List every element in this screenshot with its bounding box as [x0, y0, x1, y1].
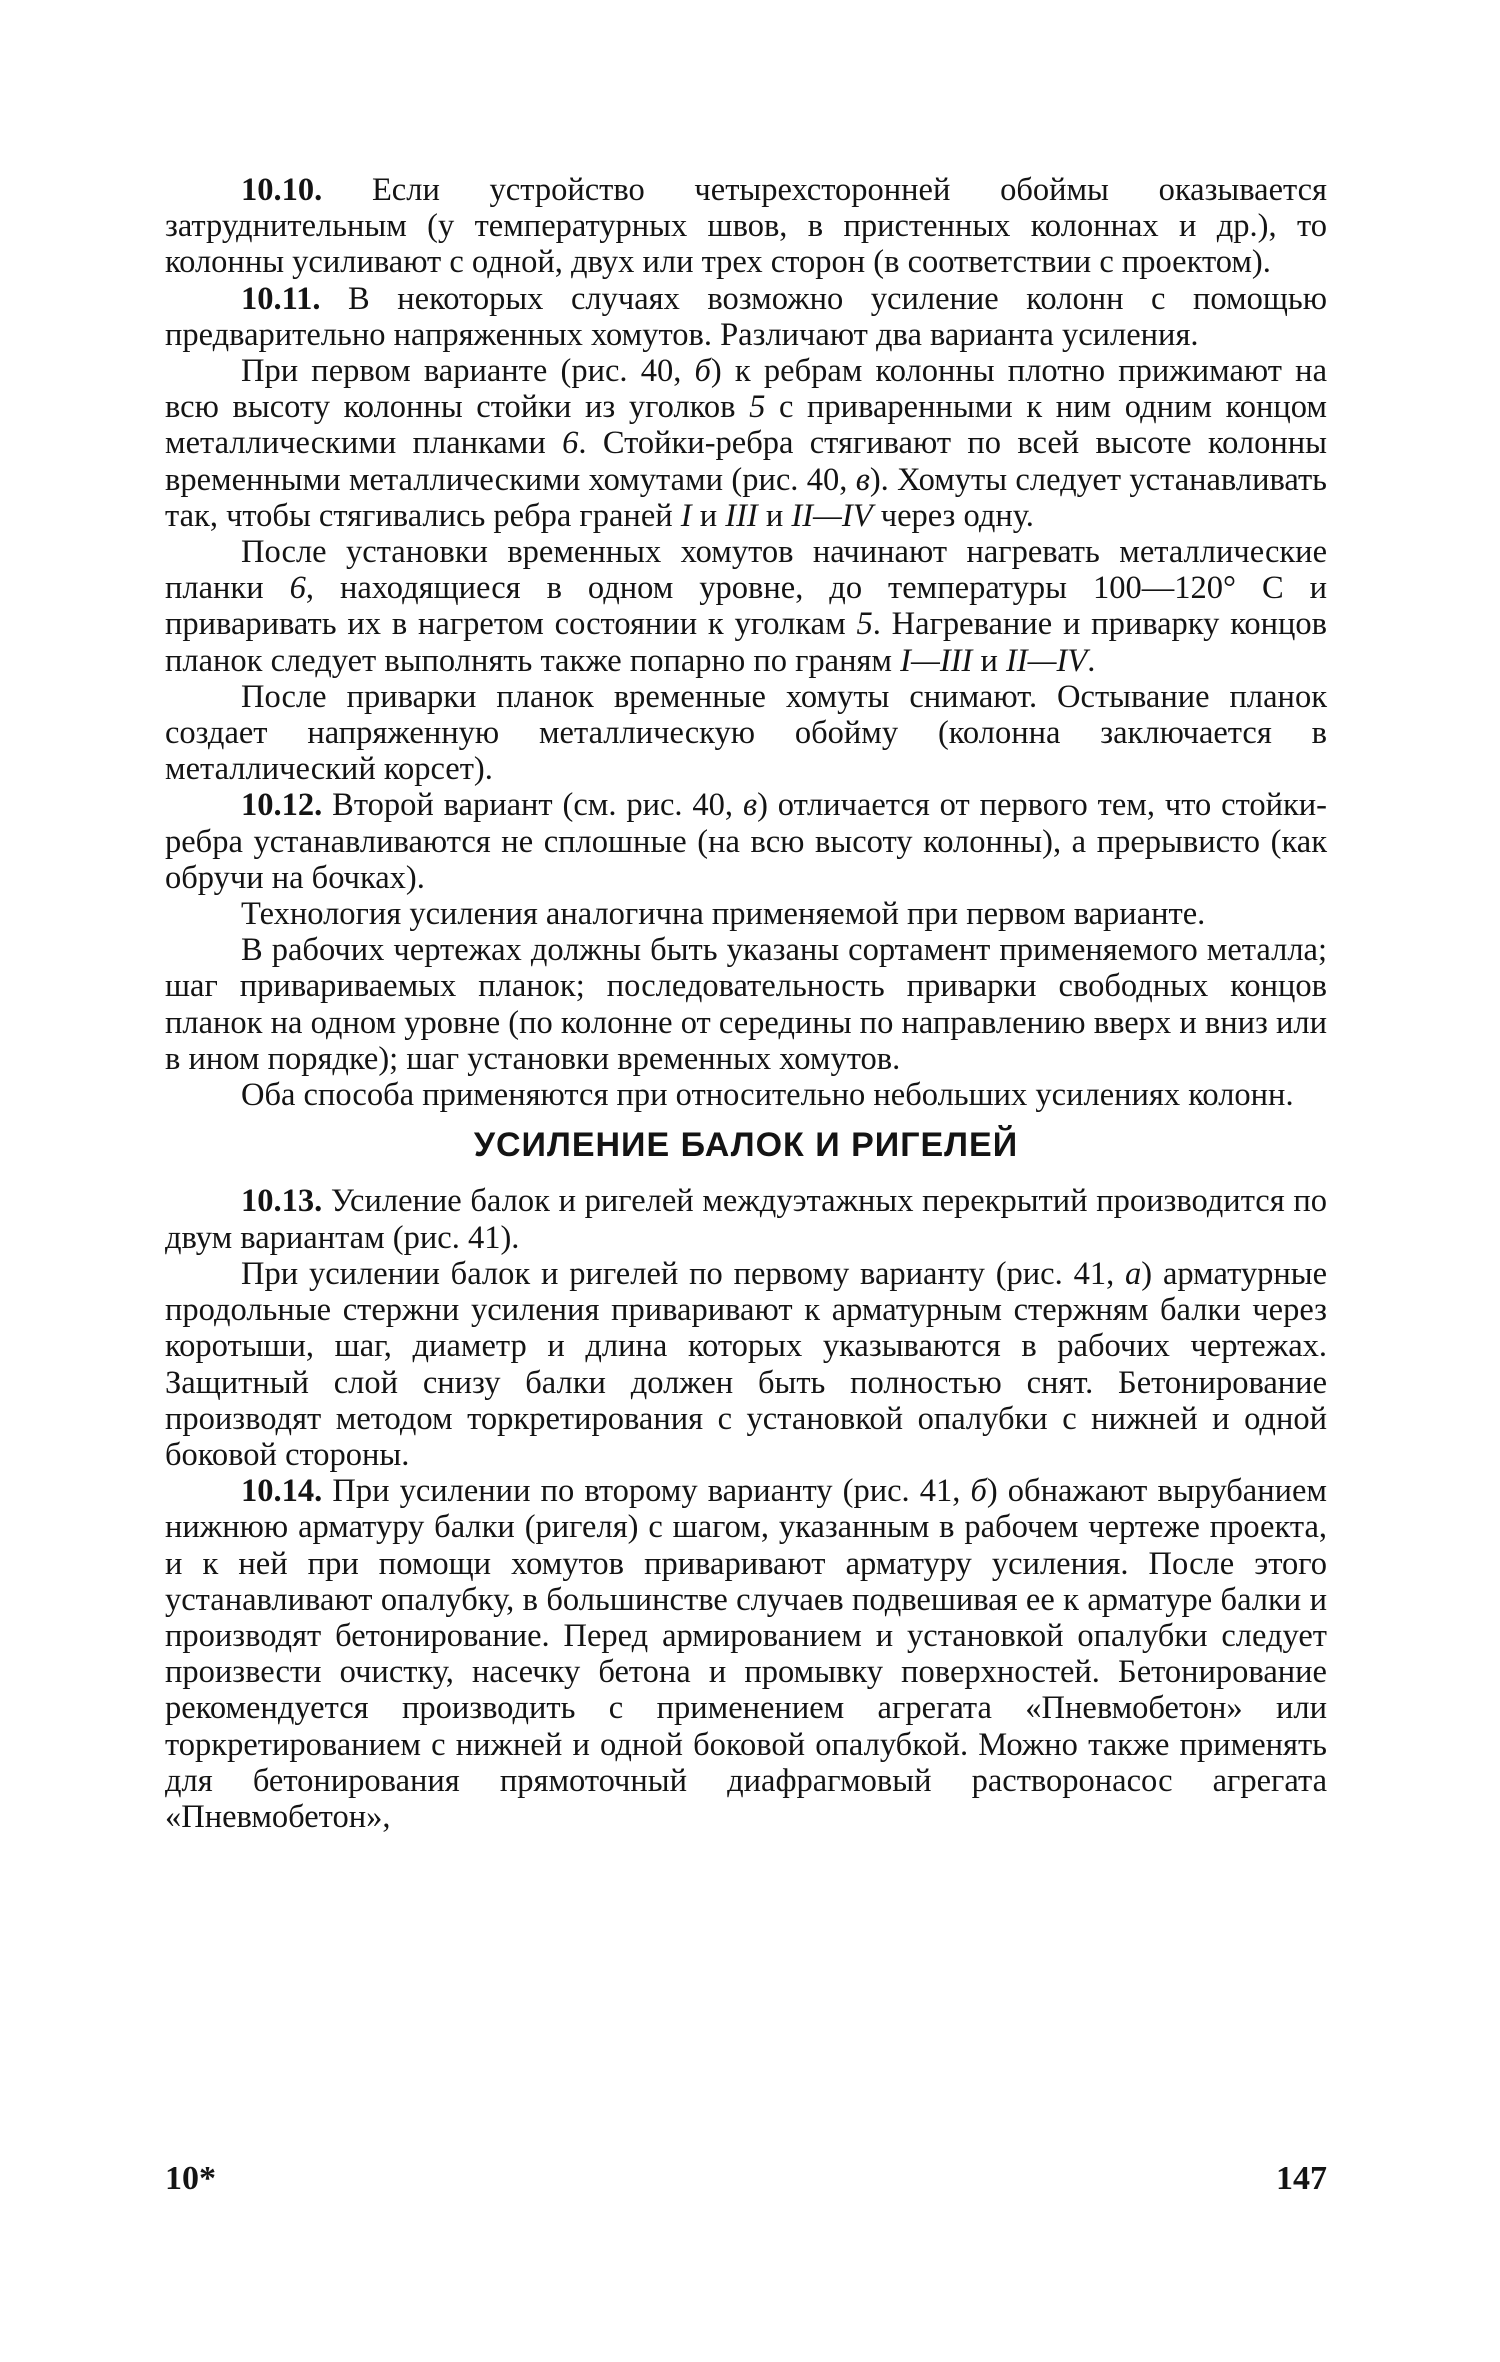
italic-reference: б	[694, 353, 711, 390]
paragraph-text: Технология усиления аналогична применяемой при первом варианте.	[241, 896, 1206, 933]
section-columns	[165, 172, 1327, 1113]
paragraph	[165, 172, 1327, 281]
paragraph-text: с приваренными к ним одним концом металлическими планками	[165, 389, 1327, 462]
page-footer	[165, 2160, 1327, 2198]
paragraph-text: через одну.	[872, 497, 1034, 534]
paragraph-text: После установки временных хомутов начинают нагревать металлические планки	[165, 534, 1327, 607]
italic-reference: 5	[856, 606, 873, 643]
paragraph-text: После приварки планок временные хомуты снимают. Остывание планок создает напряженную металлическую обойму (колонна заключается в металлический корсет).	[165, 678, 1327, 788]
paragraph	[165, 1183, 1327, 1255]
italic-reference: I	[680, 497, 692, 534]
paragraph-text: и	[972, 642, 1006, 679]
paragraph	[165, 679, 1327, 788]
paragraph-text: ) отличается от первого тем, что стойки-ребра устанавливаются не сплошные (на всю высоту колонны), а прерывисто (как обручи на бочках).	[165, 787, 1327, 896]
paragraph	[165, 1473, 1327, 1835]
italic-reference: 5	[749, 389, 766, 426]
paragraph	[165, 1256, 1327, 1473]
italic-reference: 6	[289, 570, 306, 607]
paragraph-text: Оба способа применяются при относительно небольших усилениях колонн.	[241, 1077, 1294, 1114]
paragraph-text: В некоторых случаях возможно усиление колонн с помощью предварительно напряженных хомутов. Различают два варианта усиления.	[165, 280, 1327, 353]
paragraph-text: ) арматурные продольные стержни усиления приваривают к арматурным стержням балки через коротыши, шаг, диаметр и длина которых указываются в рабочих чертежах. Защитный слой снизу балки должен быть полностью снят. Бетонирование производят методом торкретирования с установкой опалубки с нижней и одной боковой стороны.	[165, 1255, 1327, 1473]
signature-mark: 10*	[165, 2160, 216, 2197]
paragraph-text: . Стойки-ребра стягивают по всей высоте колонны временными металлическими хомутами (рис. 40,	[165, 425, 1327, 498]
paragraph-text: и	[757, 497, 792, 534]
paragraph-text: Усиление балок и ригелей междуэтажных перекрытий производится по двум вариантам (рис. 41).	[165, 1183, 1327, 1256]
paragraph-text: ) обнажают вырубанием нижнюю арматуру балки (ригеля) с шагом, указанным в рабочем чертеже проекта, и к ней при помощи хомутов приваривают арматуру усиления. После этого устанавливают опалубку, в большинстве случаев подвешивая ее к арматуре балки и производят бетонирование. Перед армированием и установкой опалубки следует произвести очистку, насечку бетона и промывку поверхностей. Бетонирование рекомендуется производить с применением агрегата «Пневмобетон» или торкретированием с нижней и одной боковой опалубкой. Можно также применять для бетонирования прямоточный диафрагмовый растворонасос агрегата «Пневмобетон»,	[165, 1473, 1327, 1835]
page-number: 147	[1276, 2160, 1327, 2197]
paragraph-text: ). Хомуты следует устанавливать так, чтобы стягивались ребра граней	[165, 461, 1327, 534]
paragraph-text: ) к ребрам колонны плотно прижимают на всю высоту колонны стойки из уголков	[165, 353, 1327, 426]
clause-number: 10.12.	[241, 787, 323, 824]
italic-reference: 6	[562, 425, 579, 462]
paragraph-text: В рабочих чертежах должны быть указаны сортамент применяемого металла; шаг привариваемых планок; последовательность приварки свободных концов планок на одном уровне (по колонне от середины по направлению вверх и вниз или в ином порядке); шаг установки временных хомутов.	[165, 932, 1327, 1077]
section-beams	[165, 1183, 1327, 1835]
italic-reference: а	[1125, 1255, 1142, 1292]
document-page	[165, 172, 1327, 1835]
paragraph-text: Если устройство четырехсторонней обоймы оказывается затруднительным (у температурных швов, в пристенных колоннах и др.), то колонны усиливают с одной, двух или трех сторон (в соответствии с проектом).	[165, 172, 1327, 281]
paragraph	[165, 787, 1327, 896]
italic-reference: II—IV	[1005, 642, 1088, 679]
italic-reference: б	[970, 1473, 987, 1510]
italic-reference: в	[855, 461, 870, 498]
paragraph-text: Второй вариант (см. рис. 40,	[322, 787, 743, 824]
paragraph-text: . Нагревание и приварку концов планок следует выполнять также попарно по граням	[165, 606, 1327, 679]
paragraph-text: При усилении балок и ригелей по первому варианту (рис. 41,	[241, 1255, 1126, 1292]
paragraph-text: При усилении по второму варианту (рис. 41,	[322, 1473, 971, 1510]
paragraph	[165, 1077, 1327, 1113]
italic-reference: II—IV	[791, 497, 873, 534]
clause-number: 10.13.	[241, 1183, 323, 1220]
clause-number: 10.14.	[241, 1473, 323, 1510]
paragraph-text: При первом варианте (рис. 40,	[241, 353, 695, 390]
paragraph-text: .	[1087, 642, 1096, 679]
italic-reference: III	[725, 497, 758, 534]
paragraph	[165, 534, 1327, 679]
paragraph	[165, 281, 1327, 353]
clause-number: 10.10.	[241, 172, 323, 208]
paragraph	[165, 353, 1327, 534]
italic-reference: в	[742, 787, 758, 824]
clause-number: 10.11.	[241, 280, 321, 317]
paragraph	[165, 932, 1327, 1077]
italic-reference: I—III	[900, 642, 973, 679]
section-heading: УСИЛЕНИЕ БАЛОК И РИГЕЛЕЙ	[473, 1126, 1019, 1165]
paragraph-text: , находящиеся в одном уровне, до температуры 100—120° С и приваривать их в нагретом состоянии к уголкам	[165, 570, 1327, 643]
paragraph	[165, 896, 1327, 932]
paragraph-text: и	[691, 497, 726, 534]
